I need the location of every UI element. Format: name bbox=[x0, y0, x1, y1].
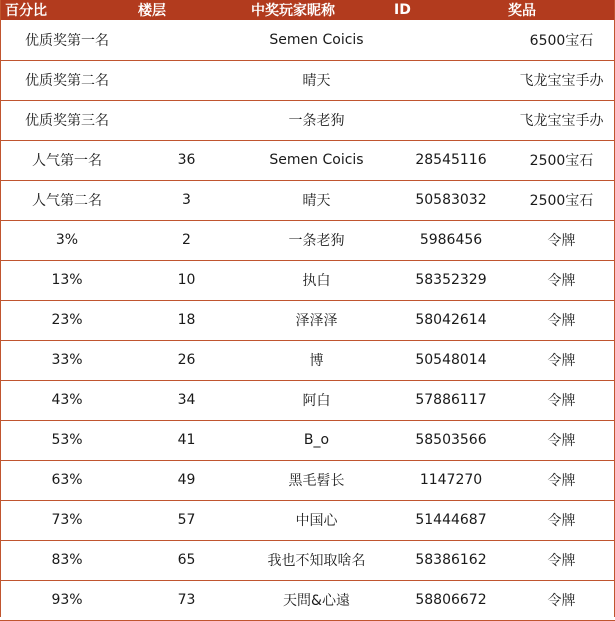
floor-cell: 3 bbox=[182, 192, 191, 208]
prize-cell: 令牌 bbox=[547, 353, 576, 369]
floor-cell: 2 bbox=[182, 232, 191, 248]
winner-nickname-cell: 中国心 bbox=[295, 513, 338, 529]
floor-cell bbox=[134, 20, 239, 60]
winner-nickname-cell: 我也不知取啥名 bbox=[267, 553, 366, 569]
header-id: ID bbox=[394, 2, 411, 18]
winner-nickname-cell: Semen Coicis bbox=[269, 31, 364, 48]
percentage-cell: 23% bbox=[51, 312, 83, 328]
id-cell: 50583032 bbox=[415, 192, 487, 208]
table-row bbox=[0, 60, 615, 100]
winner-nickname-cell: 一条老狗 bbox=[288, 233, 345, 249]
id-cell bbox=[394, 20, 508, 60]
percentage-cell: 63% bbox=[51, 472, 83, 488]
percentage-cell: 3% bbox=[55, 232, 79, 248]
header-prize: 奖品 bbox=[508, 3, 536, 19]
percentage-cell: 13% bbox=[51, 272, 83, 288]
prize-cell: 2500宝石 bbox=[529, 193, 594, 209]
prize-cell: 令牌 bbox=[547, 393, 576, 409]
table-row bbox=[0, 220, 615, 260]
prize-cell: 飞龙宝宝手办 bbox=[519, 113, 604, 129]
id-cell: 58806672 bbox=[415, 592, 487, 608]
id-cell: 58042614 bbox=[415, 312, 487, 328]
prize-cell: 6500宝石 bbox=[529, 32, 594, 49]
table-row bbox=[0, 140, 615, 180]
floor-cell: 57 bbox=[177, 512, 196, 528]
prize-cell: 令牌 bbox=[547, 473, 576, 489]
percentage-cell: 优质奖第二名 bbox=[25, 73, 109, 89]
id-cell: 5986456 bbox=[419, 232, 483, 248]
prize-cell: 令牌 bbox=[547, 553, 576, 569]
floor-cell: 34 bbox=[177, 392, 196, 408]
table-row bbox=[0, 380, 615, 420]
prize-cell: 飞龙宝宝手办 bbox=[519, 73, 604, 89]
floor-cell: 18 bbox=[177, 312, 196, 328]
floor-cell: 41 bbox=[177, 432, 196, 448]
id-cell: 57886117 bbox=[415, 392, 487, 408]
floor-cell: 49 bbox=[177, 472, 196, 488]
floor-cell: 36 bbox=[177, 152, 196, 168]
table-row bbox=[0, 100, 615, 140]
header-winner-nickname: 中奖玩家昵称 bbox=[251, 3, 335, 19]
table-row bbox=[0, 580, 615, 620]
winner-nickname-cell: 执白 bbox=[302, 273, 331, 289]
table-row bbox=[0, 300, 615, 340]
table-header bbox=[0, 0, 615, 20]
percentage-cell: 53% bbox=[51, 432, 83, 448]
table-row bbox=[0, 180, 615, 220]
prize-cell: 令牌 bbox=[547, 513, 576, 529]
table-row bbox=[0, 540, 615, 580]
table-body bbox=[0, 20, 615, 620]
winner-nickname-cell: 泽泽泽 bbox=[295, 313, 338, 329]
id-cell: 28545116 bbox=[415, 152, 487, 168]
table-row bbox=[0, 460, 615, 500]
winner-nickname-cell: 博 bbox=[309, 353, 324, 369]
winner-nickname-cell: 天問&心遠 bbox=[283, 593, 350, 609]
table-row bbox=[0, 340, 615, 380]
id-cell: 50548014 bbox=[415, 352, 487, 368]
percentage-cell: 73% bbox=[51, 512, 83, 528]
percentage-cell: 人气第二名 bbox=[32, 193, 102, 209]
prize-cell: 令牌 bbox=[547, 273, 576, 289]
id-cell: 1147270 bbox=[419, 472, 483, 488]
floor-cell: 73 bbox=[177, 592, 196, 608]
percentage-cell: 83% bbox=[51, 552, 83, 568]
id-cell bbox=[394, 100, 508, 140]
table-row bbox=[0, 500, 615, 540]
winner-nickname-cell: 晴天 bbox=[302, 193, 331, 209]
floor-cell: 10 bbox=[177, 272, 196, 288]
id-cell: 58352329 bbox=[415, 272, 487, 288]
prize-cell: 令牌 bbox=[547, 433, 576, 449]
header-percentage: 百分比 bbox=[5, 3, 47, 19]
prize-cell: 令牌 bbox=[547, 593, 576, 609]
table-row bbox=[0, 420, 615, 460]
header-row bbox=[0, 0, 615, 20]
winner-nickname-cell: B_o bbox=[303, 432, 330, 448]
floor-cell: 65 bbox=[177, 552, 196, 568]
percentage-cell: 优质奖第一名 bbox=[25, 32, 109, 49]
id-cell bbox=[394, 60, 508, 100]
winner-nickname-cell: 黑毛髫长 bbox=[288, 473, 345, 489]
percentage-cell: 33% bbox=[51, 352, 83, 368]
winner-nickname-cell: 晴天 bbox=[302, 73, 331, 89]
percentage-cell: 人气第一名 bbox=[32, 153, 102, 169]
table-row bbox=[0, 260, 615, 300]
header-floor: 楼层 bbox=[138, 3, 166, 19]
floor-cell bbox=[134, 60, 239, 100]
floor-cell: 26 bbox=[177, 352, 196, 368]
percentage-cell: 43% bbox=[51, 392, 83, 408]
id-cell: 51444687 bbox=[415, 512, 487, 528]
prize-cell: 令牌 bbox=[547, 313, 576, 329]
id-cell: 58386162 bbox=[415, 552, 487, 568]
winner-nickname-cell: 阿白 bbox=[302, 393, 331, 409]
prize-cell: 令牌 bbox=[547, 233, 576, 249]
winner-nickname-cell: Semen Coicis bbox=[269, 152, 364, 168]
id-cell: 58503566 bbox=[415, 432, 487, 448]
table-row bbox=[0, 20, 615, 60]
floor-cell bbox=[134, 100, 239, 140]
winner-nickname-cell: 一条老狗 bbox=[288, 113, 345, 129]
percentage-cell: 93% bbox=[51, 592, 83, 608]
prize-cell: 2500宝石 bbox=[529, 153, 594, 169]
percentage-cell: 优质奖第三名 bbox=[25, 113, 109, 129]
